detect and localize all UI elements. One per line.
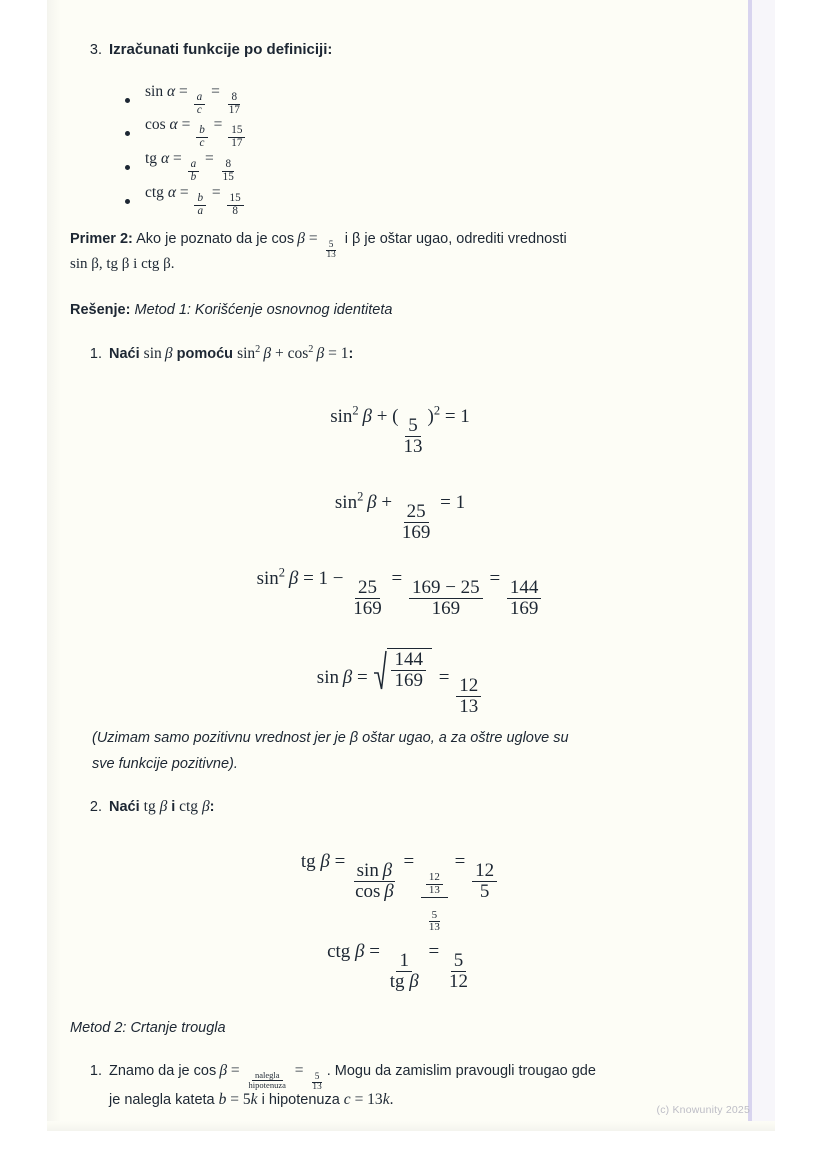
method-2-line1-a: Znamo da je cos	[109, 1063, 217, 1079]
step-1-number: 1.	[89, 346, 102, 362]
square-root-icon: $\frac{144}{169}$	[374, 648, 432, 691]
page-right-margin-band	[752, 0, 775, 1131]
resenje-label: Rešenje:	[70, 302, 131, 318]
bullet-dot-icon	[125, 199, 130, 204]
step-2-colon: :	[209, 799, 215, 815]
formula-tg-alpha: tg α = $\frac{a}{b}$ = $\frac{8}{15}$	[145, 150, 234, 184]
step-2-math: tg β i ctg β	[143, 798, 210, 815]
equation-2: $\sin^2 \beta$ + $\frac{25}{169}$ = 1	[334, 490, 466, 543]
step-2-text	[109, 794, 680, 819]
step-2-number: 2.	[89, 799, 102, 815]
step-1-math-b: $\sin^2 \beta + \cos^2 \beta = 1$	[237, 343, 349, 362]
primer-2-line2	[70, 252, 650, 276]
section-3-heading-text: Izračunati funkcije po definiciji:	[109, 41, 333, 58]
note-line-2: sve funkcije pozitivne).	[92, 756, 238, 772]
section-3-number: 3.	[89, 42, 102, 58]
primer-2-label: Primer 2:	[70, 231, 133, 247]
bullet-dot-icon	[125, 131, 130, 136]
document-page	[47, 0, 775, 1131]
resenje-paragraph	[70, 299, 650, 322]
equation-1: $\sin^2 \beta$ + ( $\frac{5}{13}$ )$^2$ = 1	[330, 404, 470, 457]
note-paragraph	[92, 727, 664, 750]
bullet-dot-icon	[125, 98, 130, 103]
method-2-line2-formula-b: b = 5k	[218, 1091, 258, 1108]
copyright-watermark: (c) Knowunity 2025	[656, 1104, 750, 1116]
step-1-text	[109, 341, 680, 366]
note-paragraph-line2	[92, 753, 664, 776]
method-2-inline-formula: β = $\frac{\text{nalegla}}{\text{hipotenuza}}$ = $\frac{5}{13}$	[219, 1062, 322, 1093]
page-left-edge-shadow	[47, 0, 61, 1131]
primer-2-text-before: Ako je poznato da je cos	[136, 231, 295, 247]
primer-2-text-after: i β je oštar ugao, odrediti vrednosti	[344, 231, 567, 247]
step-1-colon: :	[348, 346, 354, 362]
equation-5: tg β = $\frac{\text{sin β}}{\text{cos β}}$ = $\frac{\frac{12}{13}}{\frac{5}{13}}$ = $\frac{12}{5}$	[70, 851, 730, 934]
method-2-title-text: Metod 2: Crtanje trougla	[70, 1020, 226, 1036]
list-item	[125, 83, 245, 117]
equation-3: $\sin^2 \beta = 1$ − $\frac{25}{169}$ = $\frac{169 - 25}{169}$ = $\frac{144}{169}$	[70, 566, 730, 619]
document-content	[70, 0, 730, 1131]
method-2-line1-b: . Mogu da zamislim pravougli trougao gde	[326, 1063, 596, 1079]
formula-sin-alpha: sin α = $\frac{a}{c}$ = $\frac{8}{17}$	[145, 83, 240, 117]
method-2-line2-a: je nalegla kateta	[109, 1092, 215, 1108]
bullet-dot-icon	[125, 165, 130, 170]
list-item	[125, 184, 246, 218]
list-item	[125, 150, 239, 184]
list-item	[125, 116, 247, 150]
method-2-line2-c: i hipotenuza	[261, 1092, 340, 1108]
step-2-bold: Naći	[109, 799, 140, 815]
step-1-bold-a: Naći	[109, 346, 140, 362]
equation-6: ctg β = $\frac{1}{\text{tg β}}$ = $\frac{5}{12}$	[327, 941, 468, 992]
primer-2-inline-formula: β = $\frac{5}{13}$	[294, 230, 336, 261]
method-2-step-1-number: 1.	[89, 1063, 102, 1079]
step-2-item	[80, 794, 680, 819]
step-1-math-a: sin β	[143, 345, 173, 362]
section-3-heading-item	[80, 38, 680, 62]
note-line-1: (Uzimam samo pozitivnu vrednost jer je β oštar ugao, a za oštre uglove su	[92, 730, 569, 746]
resenje-method-1-title: Metod 1: Korišćenje osnovnog identiteta	[134, 302, 393, 318]
formula-ctg-alpha: ctg α = $\frac{b}{a}$ = $\frac{15}{8}$	[145, 184, 246, 218]
step-1-item	[80, 341, 680, 366]
formula-cos-alpha: cos α = $\frac{b}{c}$ = $\frac{15}{17}$	[145, 116, 247, 150]
method-2-title	[70, 1017, 650, 1040]
step-1-bold-b: pomoću	[176, 346, 234, 362]
method-2-line2-formula-c: c = 13k.	[343, 1091, 394, 1108]
equation-4: sin β = $\frac{144}{169}$ = $\frac{12}{13}$	[70, 648, 730, 718]
method-2-line2	[109, 1087, 709, 1112]
primer-2-line2-formula: sin β, tg β i ctg β.	[70, 256, 175, 272]
